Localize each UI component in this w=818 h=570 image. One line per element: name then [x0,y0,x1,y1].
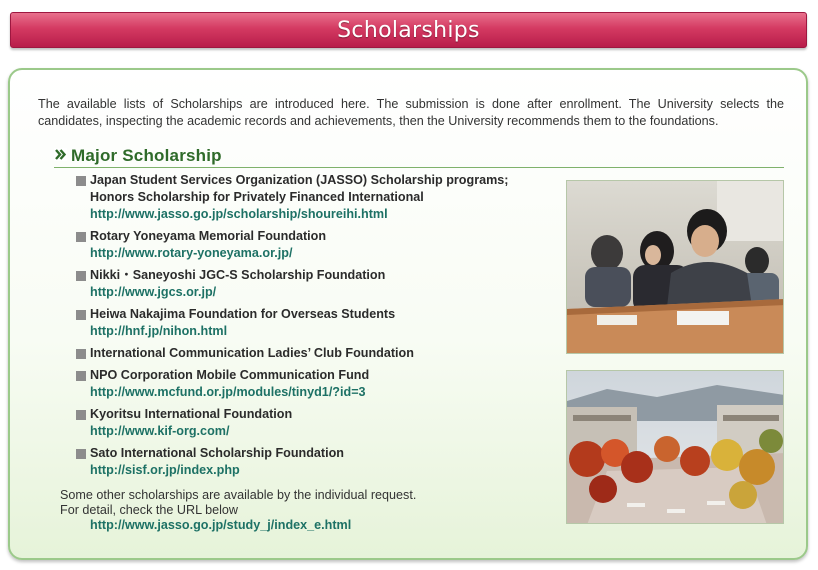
list-item [76,445,546,479]
footer-line-2: For detail, check the URL below [60,503,239,517]
scholarship-link[interactable]: http://sisf.or.jp/index.php [90,463,240,477]
footer-link[interactable]: http://www.jasso.go.jp/study_j/index_e.html [90,518,352,532]
scholarship-name: Nikki・Saneyoshi JGC-S Scholarship Foundation [76,267,546,284]
scholarship-link[interactable]: http://www.mcfund.or.jp/modules/tinyd1/?id=3 [90,385,366,399]
classroom-photo [566,180,784,354]
intro-text: The available lists of Scholarships are introduced here. The submission is done after enrollment. The University selects the candidates, inspecting the academic records and achievements, then the University recommends them to the foundations. [38,97,784,128]
section-title: Major Scholarship [71,145,222,165]
list-item [76,345,546,362]
scholarship-name: Kyoritsu International Foundation [76,406,546,423]
section-header [54,144,784,168]
scholarship-name: NPO Corporation Mobile Communication Fund [76,367,546,384]
double-chevron-right-icon [54,148,67,161]
footer-note [60,488,540,518]
campus-photo [566,370,784,524]
content-panel [8,68,808,560]
list-item [76,267,546,301]
list-item [76,306,546,340]
scholarship-link[interactable]: http://www.jgcs.or.jp/ [90,285,217,299]
scholarship-name: Heiwa Nakajima Foundation for Overseas Students [76,306,546,323]
scholarship-subtitle: Honors Scholarship for Privately Financed International [90,190,424,204]
scholarship-list [76,172,546,484]
scholarship-link[interactable]: http://hnf.jp/nihon.html [90,324,228,338]
scholarship-name: International Communication Ladies’ Club Foundation [76,345,546,362]
scholarship-name: Japan Student Services Organization (JASSO) Scholarship programs; [76,172,546,189]
footer-line-1: Some other scholarships are available by the individual request. [60,488,417,502]
list-item [76,367,546,401]
page-title: Scholarships [337,17,480,43]
list-item [76,228,546,262]
campus-photo-image [567,371,784,524]
scholarship-name: Sato International Scholarship Foundation [76,445,546,462]
classroom-photo-image [567,181,784,354]
list-item [76,172,546,223]
scholarship-link[interactable]: http://www.rotary-yoneyama.or.jp/ [90,246,293,260]
scholarship-name: Rotary Yoneyama Memorial Foundation [76,228,546,245]
list-item [76,406,546,440]
scholarship-link[interactable]: http://www.kif-org.com/ [90,424,230,438]
scholarship-link[interactable]: http://www.jasso.go.jp/scholarship/shoureihi.html [90,207,388,221]
page-header [10,12,807,48]
